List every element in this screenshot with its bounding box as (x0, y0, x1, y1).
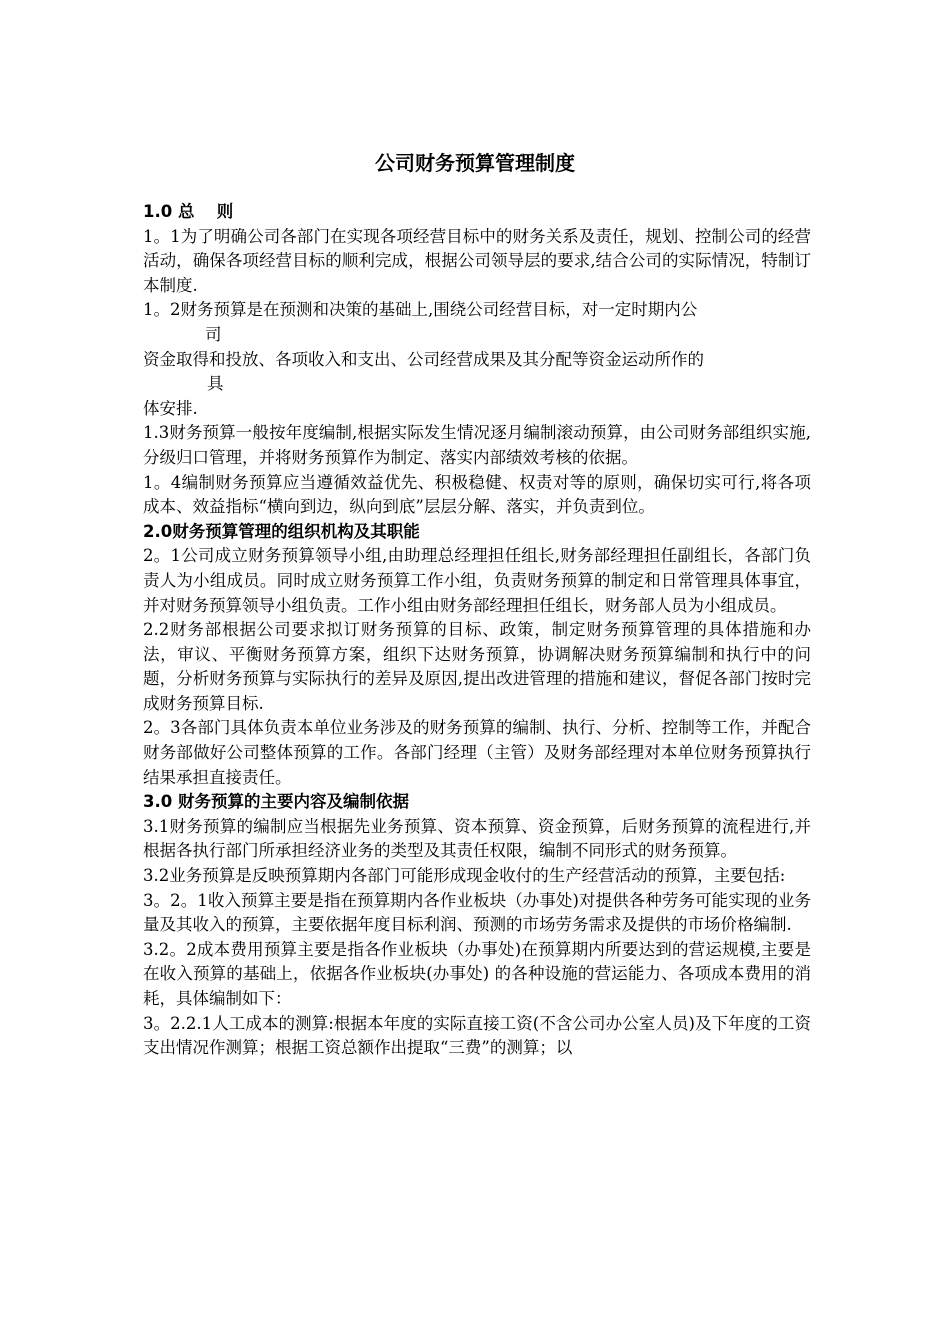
paragraph-wrap-tail: 具 (207, 374, 224, 394)
paragraph-1-2-line-3: 体安排. (143, 398, 198, 418)
paragraph-1-1: 1。1为了明确公司各部门在实现各项经营目标中的财务关系及责任，规划、控制公司的经营活动，确保各项经营目标的顺利完成，根据公司领导层的要求,结合公司的实际情况，特制订本制度. (143, 226, 811, 295)
paragraph-wrap-tail: 司 (205, 324, 222, 344)
paragraph-3-2-2-1: 3。2.2.1人工成本的测算:根据本年度的实际直接工资(不含公司办公室人员)及下年度的工资支出情况作测算；根据工资总额作出提取“三费”的测算；以 (143, 1013, 811, 1058)
paragraph-1-2-line-1 (143, 298, 811, 347)
paragraph-3-2-2: 3.2。2成本费用预算主要是指各作业板块（办事处)在预算期内所要达到的营运规模,主要是在收入预算的基础上，依据各作业板块(办事处) 的各种设施的营运能力、各项成本费用的消耗，具体编制如下： (143, 939, 811, 1008)
paragraph-3-1: 3.1财务预算的编制应当根据先业务预算、资本预算、资金预算，后财务预算的流程进行,并根据各执行部门所承担经济业务的类型及其责任权限，编制不同形式的财务预算。 (143, 816, 811, 861)
paragraph-1-3: 1.3财务预算一般按年度编制,根据实际发生情况逐月编制滚动预算，由公司财务部组织实施,分级归口管理，并将财务预算作为制定、落实内部绩效考核的依据。 (143, 423, 811, 467)
document-title: 公司财务预算管理制度 (375, 151, 575, 175)
paragraph-3-2: 3.2业务预算是反映预算期内各部门可能形成现金收付的生产经营活动的预算，主要包括: (143, 866, 786, 886)
paragraph-3-2-1: 3。2。1收入预算主要是指在预算期内各作业板块（办事处)对提供各种劳务可能实现的业务量及其收入的预算，主要依据年度目标利润、预测的市场劳务需求及提供的市场价格编制. (143, 890, 811, 935)
document-body (143, 200, 811, 1061)
paragraph-1-2-line-2 (143, 348, 811, 397)
paragraph-2-2: 2.2财务部根据公司要求拟订财务预算的目标、政策，制定财务预算管理的具体措施和办法，审议、平衡财务预算方案，组织下达财务预算，协调解决财务预算编制和执行中的问题，分析财务预算与实际执行的差异及原因,提出改进管理的措施和建议，督促各部门按时完成财务预算目标. (143, 620, 811, 713)
paragraph-text: 1。2财务预算是在预测和决策的基础上,围绕公司经营目标，对一定时期内公 (143, 300, 698, 320)
paragraph-2-3: 2。3各部门具体负责本单位业务涉及的财务预算的编制、执行、分析、控制等工作，并配合财务部做好公司整体预算的工作。各部门经理（主管）及财务部经理对本单位财务预算执行结果承担直接责任。 (143, 718, 811, 787)
paragraph-2-1: 2。1公司成立财务预算领导小组,由助理总经理担任组长,财务部经理担任副组长，各部门负责人为小组成员。同时成立财务预算工作小组，负责财务预算的制定和日常管理具体事宜，并对财务预算领导小组负责。工作小组由财务部经理担任组长，财务部人员为小组成员。 (143, 546, 811, 615)
paragraph-text: 资金取得和投放、各项收入和支出、公司经营成果及其分配等资金运动所作的 (143, 349, 704, 369)
section-heading-3: 3.0 财务预算的主要内容及编制依据 (143, 792, 409, 812)
section-heading-2: 2.0财务预算管理的组织机构及其职能 (143, 521, 420, 541)
paragraph-1-4: 1。4编制财务预算应当遵循效益优先、积极稳健、权责对等的原则，确保切实可行,将各项成本、效益指标“横向到边，纵向到底”层层分解、落实，并负责到位。 (143, 472, 811, 517)
section-heading-1: 1.0 总 则 (143, 202, 234, 221)
